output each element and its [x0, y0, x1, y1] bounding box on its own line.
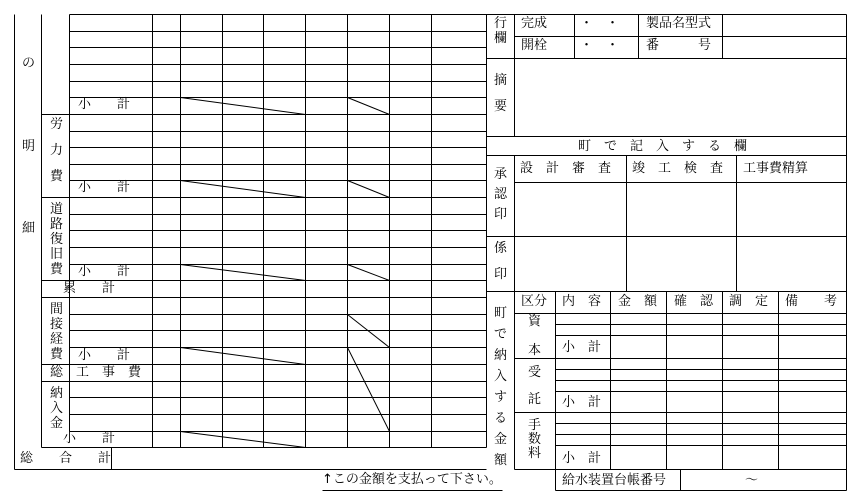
registry-number-label: 給水装置台帳番号: [562, 473, 667, 488]
left-header-sai: 細: [22, 221, 36, 236]
commission-category: 受 託: [528, 365, 542, 407]
cost-settlement-header: 工事費精算: [743, 161, 809, 176]
total-construction-label: 総 工 事 費: [50, 365, 142, 380]
road-subtotal-label: 小 計: [78, 264, 131, 279]
completion-inspection-header: 竣 工 検 査: [632, 161, 724, 176]
subtotal-label: 小 計: [78, 97, 131, 112]
pay-instruction: [322, 473, 502, 486]
left-header-no: の: [22, 56, 36, 71]
product-model-label: 製品名型式: [646, 16, 712, 31]
labor-cost-label: 労 力 費: [50, 117, 64, 184]
registry-number-range: ～: [745, 473, 759, 488]
payment-in-subtotal-label: 小 計: [63, 431, 116, 446]
assess-col-header: 調 定: [729, 294, 769, 309]
fee-category: 手 数 料: [528, 418, 542, 461]
town-entry-header: 町 で 記 入 す る 欄: [578, 139, 748, 154]
left-header-mei: 明: [22, 139, 36, 154]
content-col-header: 内 容: [562, 294, 602, 309]
row-header: 行 欄: [494, 16, 508, 46]
completion-date: ・ ・: [580, 16, 620, 31]
arrow-up-icon: ↑: [322, 472, 333, 487]
indirect-cost-label: 間 接 経 費: [50, 302, 64, 362]
pay-note-text: この金額を支払って下さい。: [332, 472, 502, 487]
capital-subtotal: 小 計: [562, 340, 602, 355]
grand-total-label: 総 合 計: [20, 451, 112, 466]
indirect-subtotal-label: 小 計: [78, 348, 131, 363]
capital-category: 資 本: [528, 314, 542, 358]
road-restore-label: 道 路 復 旧 費: [50, 202, 64, 277]
cumulative-label: 累 計: [63, 281, 116, 296]
amount-col-header: 金 額: [618, 294, 658, 309]
completion-label: 完成: [521, 16, 548, 31]
fee-subtotal: 小 計: [562, 451, 602, 466]
number-label: 番 号: [646, 38, 712, 53]
confirm-col-header: 確 認: [674, 294, 714, 309]
notes-col-header: 備 考: [785, 294, 838, 309]
approval-header: 承 認 印: [494, 167, 508, 222]
opening-date: ・ ・: [580, 38, 620, 53]
labor-subtotal-label: 小 計: [78, 180, 131, 195]
opening-label: 開栓: [521, 38, 548, 53]
clerk-header: 係 印: [494, 241, 508, 282]
payment-amount-header: 町 で 納 入 す る 金 額: [494, 306, 508, 468]
design-review-header: 設 計 審 査: [520, 161, 612, 176]
payment-in-label: 納 入 金: [50, 386, 64, 431]
commission-subtotal: 小 計: [562, 395, 602, 410]
remarks-header: 摘 要: [494, 73, 508, 114]
category-col-header: 区分: [521, 294, 548, 309]
